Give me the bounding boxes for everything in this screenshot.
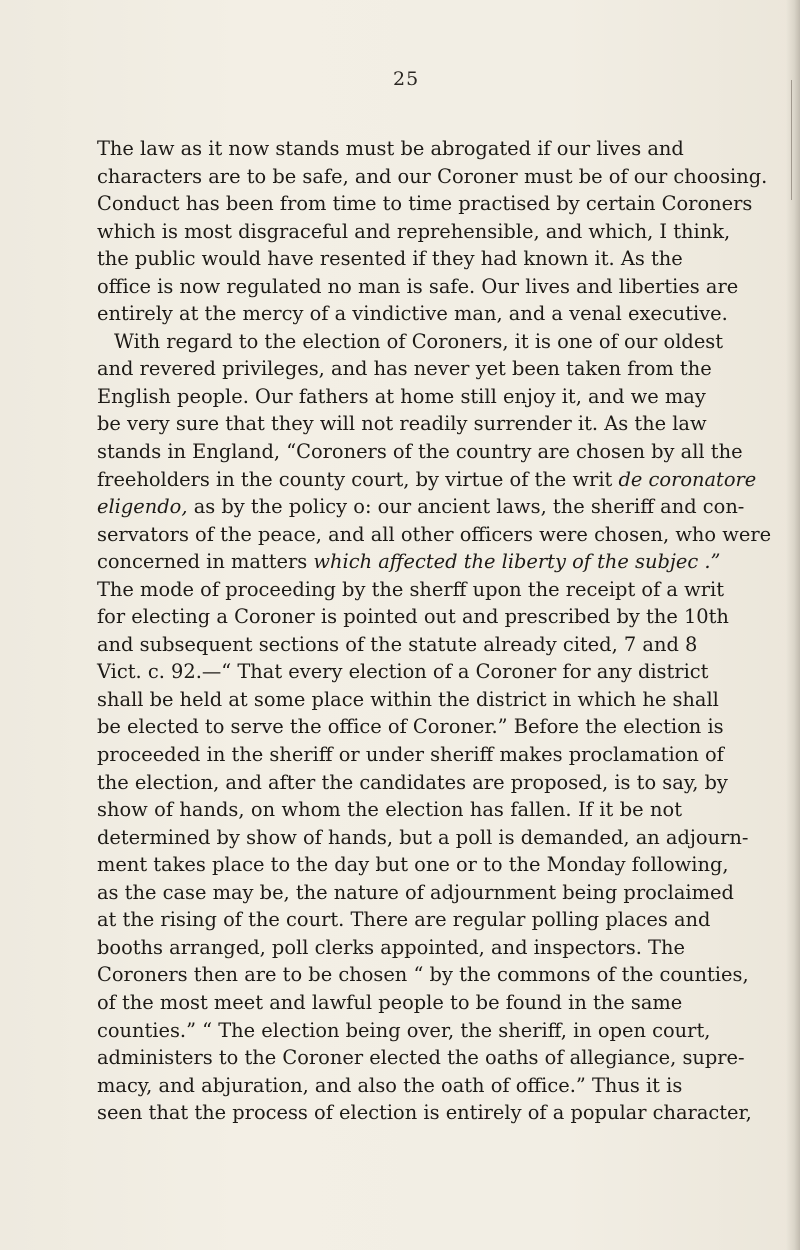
text-line: counties.” “ The election being over, the sheriff, in open court, xyxy=(97,1018,711,1042)
text-line: show of hands, on whom the election has fallen. If it be not xyxy=(97,798,682,822)
text-line: be very sure that they will not readily surrender it. As the law xyxy=(97,412,707,436)
text-run: as by the policy o: our ancient laws, the sheriff and con- xyxy=(193,495,745,519)
text-line xyxy=(97,548,721,576)
text-line: seen that the process of election is entirely of a popular character, xyxy=(97,1101,752,1125)
body-text xyxy=(97,135,772,1127)
italic-phrase: de coronatore xyxy=(618,467,757,491)
page-number: 25 xyxy=(393,68,420,90)
page-edge-shadow xyxy=(786,0,800,1250)
text-line: at the rising of the court. There are regular polling places and xyxy=(97,908,711,932)
text-line: English people. Our fathers at home still enjoy it, and we may xyxy=(97,384,706,408)
text-line: and revered privileges, and has never yet been taken from the xyxy=(97,357,712,381)
text-line: With regard to the election of Coroners, it is one of our oldest xyxy=(114,329,724,353)
text-line xyxy=(97,493,745,521)
text-line xyxy=(97,466,757,494)
text-line: and subsequent sections of the statute already cited, 7 and 8 xyxy=(97,632,698,656)
text-line: stands in England, “Coroners of the country are chosen by all the xyxy=(97,440,743,464)
text-line: which is most disgraceful and reprehensible, and which, I think, xyxy=(97,219,731,243)
text-line: entirely at the mercy of a vindictive man, and a venal executive. xyxy=(97,302,728,326)
page-edge-line xyxy=(791,80,792,200)
italic-phrase: which affected the liberty of the subjec .” xyxy=(313,550,721,574)
text-line: Coroners then are to be chosen “ by the commons of the counties, xyxy=(97,963,749,987)
text-run: freeholders in the county court, by virtue of the writ xyxy=(97,467,613,491)
text-line: Conduct has been from time to time practised by certain Coroners xyxy=(97,192,753,216)
text-line: shall be held at some place within the district in which he shall xyxy=(97,687,719,711)
text-line: be elected to serve the office of Coroner.” Before the election is xyxy=(97,715,724,739)
text-run: concerned in matters xyxy=(97,550,308,574)
text-line: Vict. c. 92.—“ That every election of a Coroner for any district xyxy=(97,660,709,684)
text-line: for electing a Coroner is pointed out and prescribed by the 10th xyxy=(97,605,729,629)
text-line: administers to the Coroner elected the oaths of allegiance, supre- xyxy=(97,1046,745,1070)
italic-phrase: eligendo, xyxy=(97,495,188,519)
text-line: as the case may be, the nature of adjournment being proclaimed xyxy=(97,880,734,904)
text-line: The law as it now stands must be abrogated if our lives and xyxy=(97,137,684,160)
text-line: proceeded in the sheriff or under sheriff makes proclamation of xyxy=(97,743,724,767)
text-line: determined by show of hands, but a poll is demanded, an adjourn- xyxy=(97,825,749,849)
text-line: servators of the peace, and all other officers were chosen, who were xyxy=(97,522,772,546)
text-line: the public would have resented if they had known it. As the xyxy=(97,247,683,271)
text-line: the election, and after the candidates are proposed, is to say, by xyxy=(97,770,728,794)
text-line: of the most meet and lawful people to be found in the same xyxy=(97,990,683,1014)
text-line: macy, and abjuration, and also the oath of office.” Thus it is xyxy=(97,1073,683,1097)
text-line: characters are to be safe, and our Coroner must be of our choosing. xyxy=(97,164,768,188)
text-line: ment takes place to the day but one or to the Monday following, xyxy=(97,853,729,877)
text-line: The mode of proceeding by the sherff upon the receipt of a writ xyxy=(97,577,725,601)
text-line: booths arranged, poll clerks appointed, and inspectors. The xyxy=(97,935,685,959)
text-line: office is now regulated no man is safe. Our lives and liberties are xyxy=(97,274,739,298)
